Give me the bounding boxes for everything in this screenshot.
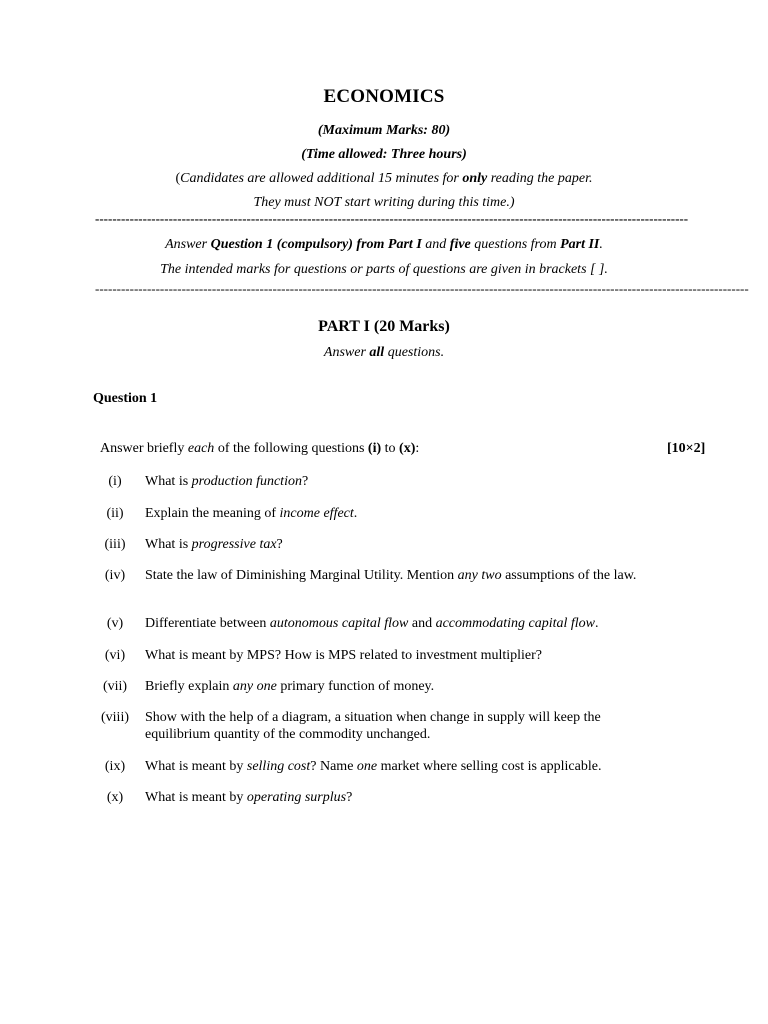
instructions-line2: The intended marks for questions or parts of questions are given in brackets [ ].: [160, 262, 608, 277]
divider-top: -----------------------------------------------------------------------------------------------------------------------------------------: [95, 211, 689, 226]
item-text: Show with the help of a diagram, a situation when change in supply will keep the equilibrium quantity of the commodity unchanged.: [145, 710, 601, 742]
item-text: What is meant by MPS? How is MPS related to investment multiplier?: [145, 648, 543, 663]
item-number: (vii): [102, 679, 128, 694]
item-number: (vi): [104, 648, 126, 663]
divider-bottom: -------------------------------------------------------------------------------------------------------------------------------------------------------: [95, 281, 749, 296]
part-instruction: Answer all questions.: [323, 345, 445, 360]
instructions-line1: Answer Question 1 (compulsory) from Part I and five questions from Part II.: [165, 237, 603, 252]
item-text: Briefly explain any one primary function of money.: [145, 679, 435, 694]
candidates-note-line2: They must NOT start writing during this time.): [253, 195, 515, 210]
time-allowed: (Time allowed: Three hours): [301, 147, 467, 162]
item-number: (v): [106, 616, 124, 631]
item-number: (ix): [104, 759, 126, 774]
item-number: (iii): [104, 537, 126, 552]
part-heading: PART I (20 Marks): [318, 318, 450, 335]
item-number: (viii): [101, 710, 129, 725]
maximum-marks: (Maximum Marks: 80): [317, 123, 451, 138]
page-title: ECONOMICS: [323, 86, 445, 107]
candidates-note-line1: (Candidates are allowed additional 15 minutes for only reading the paper.: [175, 171, 593, 186]
item-text: State the law of Diminishing Marginal Utility. Mention any two assumptions of the law.: [145, 568, 637, 583]
item-text: What is meant by selling cost? Name one market where selling cost is applicable.: [145, 759, 602, 774]
item-text: Differentiate between autonomous capital flow and accommodating capital flow.: [145, 616, 599, 631]
question-marks: [10×2]: [667, 441, 706, 456]
item-number: (iv): [104, 568, 126, 583]
item-text: Explain the meaning of income effect.: [145, 506, 358, 521]
question-intro: Answer briefly each of the following questions (i) to (x):: [100, 441, 420, 456]
item-text: What is production function?: [145, 474, 309, 489]
question-heading: Question 1: [93, 391, 158, 406]
item-text: What is progressive tax?: [145, 537, 283, 552]
item-number: (i): [108, 474, 122, 489]
item-number: (x): [106, 790, 124, 805]
item-number: (ii): [106, 506, 124, 521]
item-text: What is meant by operating surplus?: [145, 790, 353, 805]
